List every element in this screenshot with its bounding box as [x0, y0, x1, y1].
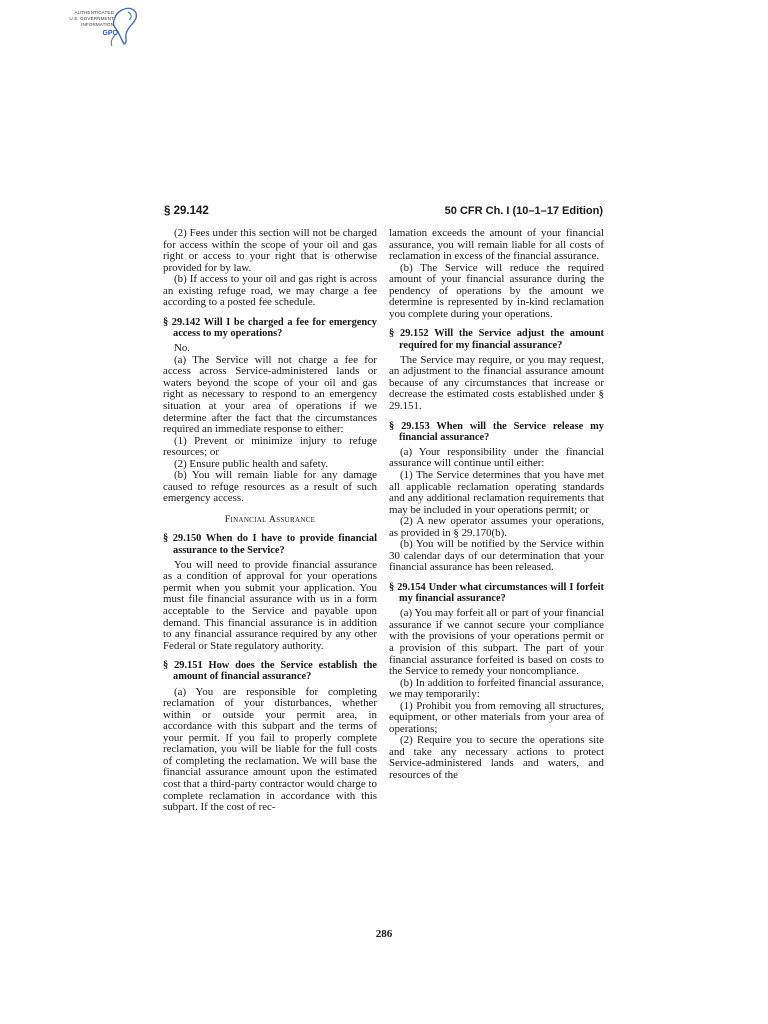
paragraph: No.: [174, 342, 191, 355]
section-heading: § 29.152 Will the Service adjust the amount required for my financial assurance?: [389, 328, 604, 351]
running-head-section: § 29.142: [164, 205, 209, 217]
logo-line-2: U.S. GOVERNMENT: [69, 16, 114, 21]
paragraph: (1) Prevent or minimize injury to refuge resources; or: [163, 434, 377, 459]
paragraph: (1) Prohibit you from removing all structures, equipment, or other materials from your area of operations;: [389, 699, 604, 735]
gpo-authenticated-logo: [52, 4, 144, 50]
section-heading: § 29.153 When will the Service release my financial assurance?: [389, 420, 604, 443]
paragraph: (b) In addition to forfeited financial assurance, we may temporarily:: [389, 676, 604, 701]
paragraph: (a) The Service will not charge a fee for access across Service-administered lands or waters beyond the scope of your oil and gas right as necessary to respond to an emergency situation at your area of operations if we determine after the fact that the circumstances required an immediate response to either:: [163, 353, 377, 436]
paragraph: (a) You may forfeit all or part of your financial assurance if we cannot secure your compliance with the provisions of your operations permit or a provision of this subpart. The part of your financial assurance forfeited is based on costs to the Service to remedy your noncompliance.: [389, 607, 604, 678]
logo-gpo: GPO: [102, 30, 118, 37]
paragraph: (2) Ensure public health and safety.: [174, 457, 329, 470]
section-heading: § 29.150 When do I have to provide financial assurance to the Service?: [163, 533, 377, 556]
logo-line-3: INFORMATION: [81, 22, 114, 27]
left-column: [163, 228, 377, 814]
paragraph: (b) If access to your oil and gas right is across an existing refuge road, we may charge a fee according to a posted fee schedule.: [163, 273, 377, 309]
section-heading: § 29.142 Will I be charged a fee for emergency access to my operations?: [163, 316, 377, 340]
paragraph: (a) Your responsibility under the financial assurance will continue until either:: [389, 445, 604, 470]
paragraph: (b) You will be notified by the Service within 30 calendar days of our determination that your financial assurance has been released.: [389, 538, 604, 574]
paragraph: (2) Require you to secure the operations site and take any necessary actions to protect Service-administered lands and waters, and resources of the: [389, 734, 604, 781]
paragraph: (b) The Service will reduce the required amount of your financial assurance during the pendency of operations by the amount we determine is represented by in-kind reclamation you complete during your operations.: [389, 261, 604, 320]
running-head-title: 50 CFR Ch. I (10–1–17 Edition): [444, 205, 603, 217]
section-heading: § 29.151 How does the Service establish the amount of financial assurance?: [163, 660, 377, 683]
paragraph: (a) You are responsible for completing reclamation of your disturbances, whether within or outside your permit area, in accordance with this subpart and the terms of your permit. If you fail to properly complete reclamation, you will be liable for the full costs of completing the reclamation. We will base the financial assurance amount upon the estimated cost that a third-party contractor would charge to complete reclamation in accordance with this subpart. If the cost of rec-: [163, 685, 377, 814]
paragraph: You will need to provide financial assurance as a condition of approval for your operations permit when you submit your application. You must file financial assurance with us in a form acceptable to the Service and payable upon demand. This financial assurance is in addition to any financial assurance required by any other Federal or State regulatory authority.: [163, 558, 377, 652]
paragraph: (1) The Service determines that you have met all applicable reclamation operating standards and any additional reclamation requirements that may be included in your operations permit; or: [389, 469, 604, 516]
paragraph: The Service may require, or you may request, an adjustment to the financial assurance amount because of any circumstances that increase or decrease the estimated costs established under § 29.151.: [389, 353, 604, 412]
paragraph: (2) A new operator assumes your operations, as provided in § 29.170(b).: [389, 515, 604, 539]
centered-subheading: Financial Assurance: [224, 513, 316, 525]
paragraph: (b) You will remain liable for any damage caused to refuge resources as a result of such emergency access.: [163, 469, 377, 505]
logo-line-1: AUTHENTICATED: [74, 10, 114, 15]
paragraph: lamation exceeds the amount of your financial assurance, you will remain liable for all costs of reclamation in excess of the financial assurance.: [389, 227, 604, 263]
right-column: [389, 228, 604, 782]
page-number: 286: [375, 928, 393, 940]
section-heading: § 29.154 Under what circumstances will I forfeit my financial assurance?: [389, 581, 604, 605]
paragraph: (2) Fees under this section will not be charged for access within the scope of your oil and gas right or access to your right that is otherwise provided for by law.: [163, 227, 377, 274]
